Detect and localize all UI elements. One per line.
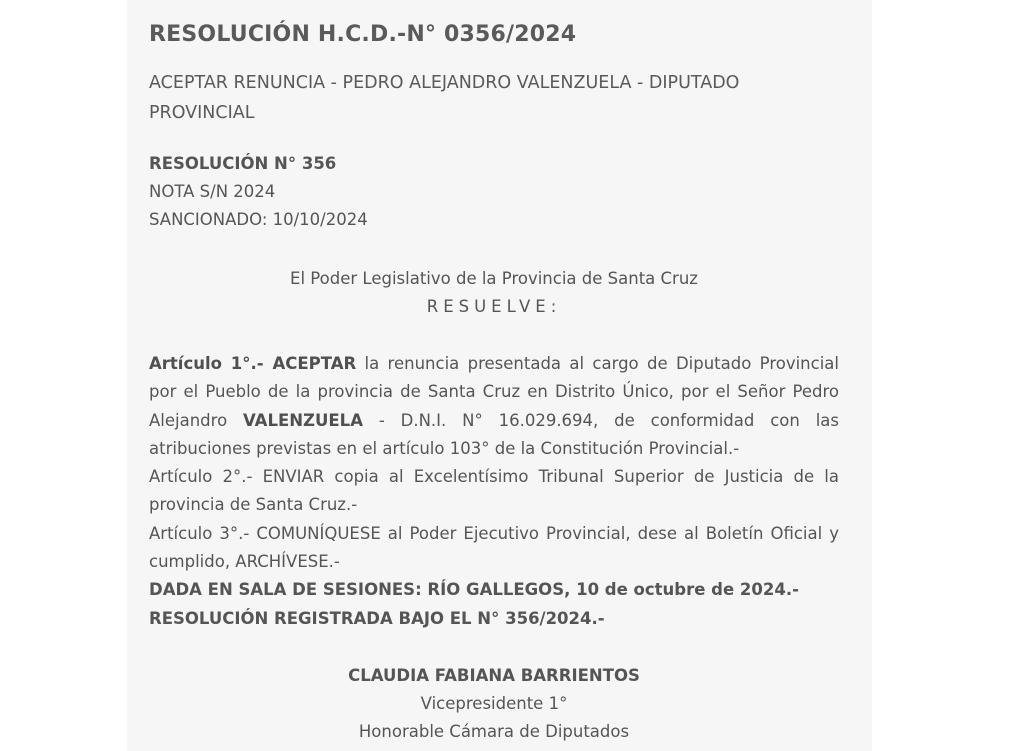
article-1-label: Artículo 1°.- ACEPTAR: [149, 354, 357, 373]
signatory-role: Vicepresidente 1°: [420, 694, 568, 713]
resolution-subtitle: ACEPTAR RENUNCIA - PEDRO ALEJANDRO VALENZUELA - DIPUTADO PROVINCIAL: [149, 73, 740, 123]
closing-given: DADA EN SALA DE SESIONES: RÍO GALLEGOS, 10 de octubre de 2024.-: [149, 580, 799, 600]
article-1-text-a: la renuncia presentada al cargo de Diputado Provincial por el Pueblo de la provincia de Santa Cruz en Distrito Único, por el Señor Pedro Alejandro: [149, 354, 839, 430]
article-2: Artículo 2°.- ENVIAR copia al Excelentísimo Tribunal Superior de Justicia de la provincia de Santa Cruz.-: [149, 467, 839, 515]
closing-registered: RESOLUCIÓN REGISTRADA BAJO EL N° 356/2024.-: [149, 608, 605, 628]
signature-block: [149, 662, 839, 746]
resolution-body: [149, 350, 839, 633]
signatory-name: CLAUDIA FABIANA BARRIENTOS: [348, 666, 640, 685]
sanction-date: SANCIONADO: 10/10/2024: [149, 210, 368, 229]
resolution-title: RESOLUCIÓN H.C.D.-N° 0356/2024: [149, 22, 577, 47]
legislative-power-line: El Poder Legislativo de la Provincia de Santa Cruz: [290, 269, 698, 288]
note-reference: NOTA S/N 2024: [149, 182, 276, 201]
article-1-text-b: - D.N.I. N° 16.029.694, de conformidad con las atribuciones previstas en el artículo 103° de la Constitución Provincial.-: [149, 410, 839, 458]
article-3: Artículo 3°.- COMUNÍQUESE al Poder Ejecutivo Provincial, dese al Boletín Oficial y cumplido, ARCHÍVESE.-: [149, 523, 839, 572]
signatory-body: Honorable Cámara de Diputados: [358, 722, 630, 741]
resolution-meta: [149, 150, 368, 234]
resolution-number: RESOLUCIÓN N° 356: [149, 154, 337, 173]
article-1: [149, 350, 839, 463]
resuelve-heading: RESUELVE:: [426, 297, 562, 316]
document-page: [127, 0, 872, 751]
preamble: [149, 265, 839, 321]
article-1-surname: VALENZUELA: [243, 410, 363, 430]
